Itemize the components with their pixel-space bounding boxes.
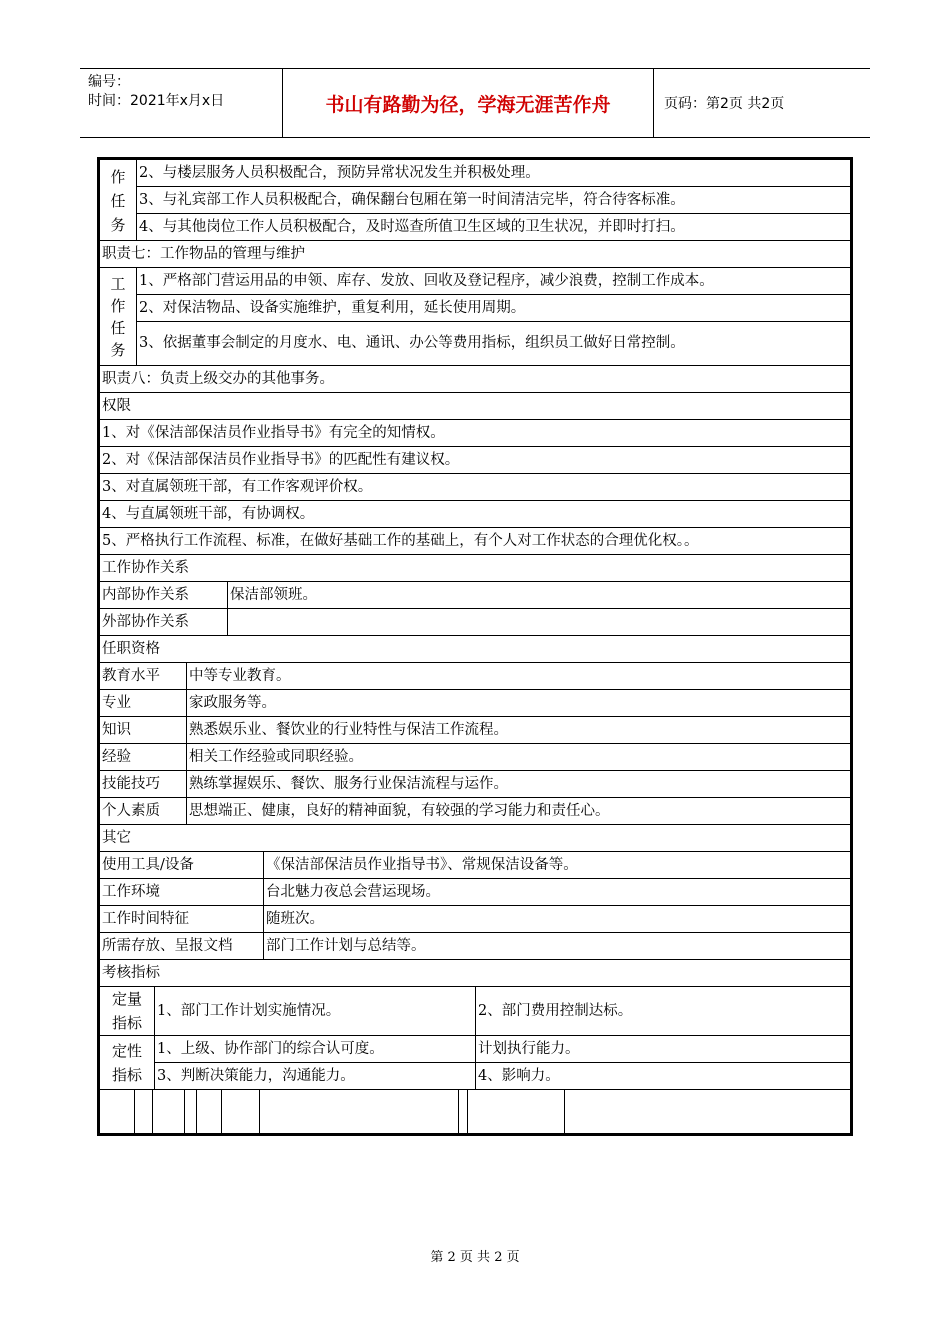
duty6-task-item: 3、与礼宾部工作人员积极配合，确保翻台包厢在第一时间清洁完毕，符合待客标准。: [137, 187, 850, 213]
qualitative-item: 4、影响力。: [476, 1063, 850, 1089]
duty7-task-item: 3、依据董事会制定的月度水、电、通讯、办公等费用指标，组织员工做好日常控制。: [137, 322, 850, 365]
other-value: 台北魅力夜总会营运现场。: [264, 879, 850, 905]
empty-cell: [565, 1090, 850, 1133]
duty7-title: 职责七：工作物品的管理与维护: [100, 241, 850, 267]
page-header: [80, 68, 870, 138]
duty7-task-label: 工 作 任 务: [100, 268, 136, 365]
qualifications-title: 任职资格: [100, 636, 850, 662]
empty-cell: [135, 1090, 152, 1133]
empty-grid-row: [100, 1090, 850, 1133]
qualification-label: 个人素质: [100, 798, 186, 824]
external-cooperation-value: [228, 609, 850, 635]
qualification-value: 熟悉娱乐业、餐饮业的行业特性与保洁工作流程。: [187, 717, 850, 743]
qualification-value: 相关工作经验或同职经验。: [187, 744, 850, 770]
qualification-label: 技能技巧: [100, 771, 186, 797]
other-label: 所需存放、呈报文档: [100, 933, 263, 959]
qualification-label: 教育水平: [100, 663, 186, 689]
other-value: 随班次。: [264, 906, 850, 932]
authority-item: 5、严格执行工作流程、标准，在做好基础工作的基础上，有个人对工作状态的合理优化权。。: [100, 528, 850, 554]
job-description-table: [97, 157, 853, 1136]
other-label: 工作时间特征: [100, 906, 263, 932]
qualification-label: 经验: [100, 744, 186, 770]
qualitative-item: 3、判断决策能力，沟通能力。: [155, 1063, 475, 1089]
qualification-value: 思想端正、健康，良好的精神面貌，有较强的学习能力和责任心。: [187, 798, 850, 824]
quantitative-item: 1、部门工作计划实施情况。: [155, 987, 475, 1035]
authority-item: 4、与直属领班干部，有协调权。: [100, 501, 850, 527]
qualitative-item: 计划执行能力。: [476, 1036, 850, 1062]
authority-item: 1、对《保洁部保洁员作业指导书》有完全的知情权。: [100, 420, 850, 446]
duty6-task-group: [100, 160, 850, 240]
assessment-title: 考核指标: [100, 960, 850, 986]
header-page-info: 页码：第2页 共2页: [664, 96, 785, 112]
external-cooperation-label: 外部协作关系: [100, 609, 227, 635]
other-value: 部门工作计划与总结等。: [264, 933, 850, 959]
duty7-task-item: 1、严格部门营运用品的申领、库存、发放、回收及登记程序，减少浪费，控制工作成本。: [137, 268, 850, 294]
header-meta: [80, 69, 283, 137]
qualitative-indicators: [100, 1036, 850, 1089]
quantitative-label: 定量 指标: [100, 987, 154, 1035]
other-label: 使用工具/设备: [100, 852, 263, 878]
qualification-value: 中等专业教育。: [187, 663, 850, 689]
empty-cell: [222, 1090, 259, 1133]
qualification-label: 专业: [100, 690, 186, 716]
number-label: 编号：: [88, 74, 130, 90]
header-motto: 书山有路勤为径，学海无涯苦作舟: [283, 69, 654, 137]
empty-cell: [185, 1090, 196, 1133]
authority-item: 2、对《保洁部保洁员作业指导书》的匹配性有建议权。: [100, 447, 850, 473]
qualitative-label: 定性 指标: [100, 1036, 154, 1089]
duty8-title: 职责八：负责上级交办的其他事务。: [100, 366, 850, 392]
empty-cell: [260, 1090, 458, 1133]
empty-cell: [468, 1090, 564, 1133]
internal-cooperation-label: 内部协作关系: [100, 582, 227, 608]
qualification-value: 熟练掌握娱乐、餐饮、服务行业保洁流程与运作。: [187, 771, 850, 797]
other-label: 工作环境: [100, 879, 263, 905]
duty7-task-item: 2、对保洁物品、设备实施维护，重复利用，延长使用周期。: [137, 295, 850, 321]
empty-cell: [100, 1090, 134, 1133]
qualification-value: 家政服务等。: [187, 690, 850, 716]
quantitative-item: 2、部门费用控制达标。: [476, 987, 850, 1035]
duty7-task-group: [100, 268, 850, 365]
qualitative-item: 1、上级、协作部门的综合认可度。: [155, 1036, 475, 1062]
internal-cooperation-value: 保洁部领班。: [228, 582, 850, 608]
cooperation-title: 工作协作关系: [100, 555, 850, 581]
other-value: 《保洁部保洁员作业指导书》、常规保洁设备等。: [264, 852, 850, 878]
empty-cell: [459, 1090, 467, 1133]
empty-cell: [153, 1090, 184, 1133]
empty-cell: [197, 1090, 221, 1133]
duty6-task-label: 作 任 务: [100, 160, 136, 240]
qualification-label: 知识: [100, 717, 186, 743]
time-label: 时间：2021年x月x日: [88, 93, 225, 109]
authority-title: 权限: [100, 393, 850, 419]
page-footer: 第 2 页 共 2 页: [430, 1250, 520, 1265]
authority-item: 3、对直属领班干部，有工作客观评价权。: [100, 474, 850, 500]
duty6-task-item: 4、与其他岗位工作人员积极配合，及时巡查所值卫生区域的卫生状况，并即时打扫。: [137, 214, 850, 240]
quantitative-indicators: [100, 987, 850, 1035]
duty6-task-item: 2、与楼层服务人员积极配合，预防异常状况发生并积极处理。: [137, 160, 850, 186]
other-title: 其它: [100, 825, 850, 851]
